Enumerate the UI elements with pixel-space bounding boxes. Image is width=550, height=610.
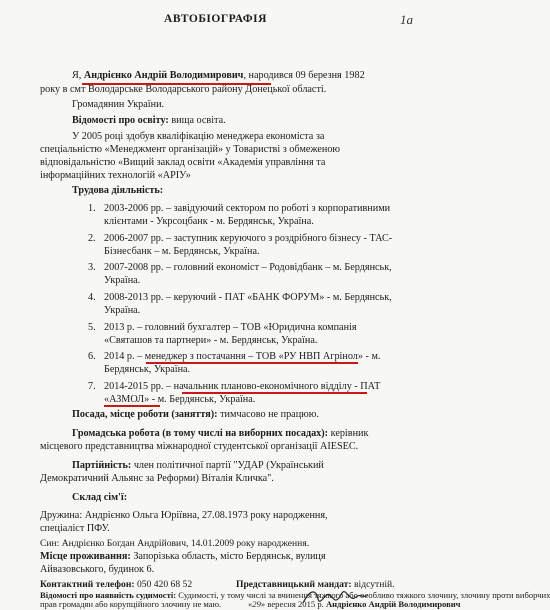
family-heading: Склад сім'ї: [72, 492, 128, 503]
family-line: Дружина: Андрієнко Ольга Юріївна, 27.08.1973 року народження, [40, 510, 328, 521]
residence [40, 551, 326, 563]
public-work-label: Громадська робота (в тому числі на виборних посадах): [72, 428, 329, 439]
date-rest: » вересня 2015 р. [260, 599, 324, 609]
education-value: вища освіта. [168, 115, 226, 126]
education-label: Відомості про освіту: [72, 115, 169, 126]
corner-handwritten-mark: 1а [400, 12, 413, 27]
date-open-quote: « [248, 599, 253, 609]
red-underline-job-7b [104, 405, 160, 407]
mandate-label: Представницький мандат: [236, 579, 352, 590]
handwritten-signature [300, 585, 370, 609]
document-title: АВТОБІОГРАФІЯ [164, 13, 267, 25]
work-item-number: 2. [88, 233, 96, 244]
intro-prefix: Я, [72, 70, 84, 81]
work-item-line: 2008-2013 рр. – керуючий - ПАТ «БАНК ФОРУМ» - м. Бердянськ, [104, 292, 392, 303]
intro-line-3: Громадянин України. [72, 99, 165, 110]
work-item-number: 4. [88, 292, 96, 303]
birth-info: , народився 09 березня 1982 [243, 70, 365, 81]
work-item-line: Україна. [104, 275, 141, 286]
family-line: спеціаліст ПФУ. [40, 523, 110, 534]
work-item-line: клієнтами - Укрсоцбанк - м. Бердянськ, Україна. [104, 216, 314, 227]
residence-value: Запорізька область, місто Бердянськ, вулиця [130, 551, 326, 562]
work-item-line: Бердянськ, Україна. [104, 364, 191, 375]
current-job-label: Посада, місце роботи (заняття): [72, 409, 218, 420]
residence-line: Айвазовського, будинок 6. [40, 564, 155, 575]
criminal-line: прав громадян або корупційного злочину не маю. [40, 599, 222, 609]
residence-label: Місце проживання: [40, 551, 131, 562]
work-item-number: 7. [88, 381, 96, 392]
criminal-label: Відомості про наявність судимості: [40, 590, 177, 600]
education-line: спеціальністю «Менеджмент організацій» у Товаристві з обмеженою [40, 144, 341, 155]
phone-label: Контактний телефон: [40, 579, 135, 590]
party [72, 460, 324, 472]
public-work-value: керівник [328, 428, 369, 439]
work-item-line: Україна. [104, 305, 141, 316]
intro-line-1 [72, 70, 365, 82]
intro-line-2: року в смт Володарське Володарського району Донецької області. [40, 84, 327, 95]
date-day: 29 [252, 599, 261, 609]
education-line: У 2005 році здобув кваліфікацію менеджера економіста за [72, 131, 325, 142]
party-label: Партійність: [72, 460, 132, 471]
work-item-number: 3. [88, 262, 96, 273]
work-item-line: 2013 р. – головний бухгалтер – ТОВ «Юридична компанія [104, 322, 357, 333]
work-item-line: 2007-2008 рр. – головний економіст – Родовідбанк – м. Бердянськ, [104, 262, 392, 273]
criminal-line: вчинення тяжкого або особливо тяжкого злочину, злочину проти виборчих [277, 590, 550, 600]
party-value: член політичної партії "УДАР (Український [131, 460, 324, 471]
current-job-value: тимчасово не працюю. [217, 409, 319, 420]
work-item-line: 2014-2015 рр. – начальник планово-економічного відділу - ПАТ [104, 381, 381, 392]
work-item-number: 6. [88, 351, 96, 362]
family-line: Син: Андрієнко Богдан Андрійович, 14.01.2009 року народження. [40, 538, 310, 549]
public-work [72, 428, 368, 440]
party-line: Демократичний Альянс за Реформи) Віталія Кличка". [40, 473, 274, 484]
mandate-value: відсутній. [351, 579, 395, 590]
work-item-number: 1. [88, 203, 96, 214]
education-heading [72, 115, 226, 127]
criminal-value: Судимості, у тому числі за [176, 590, 276, 600]
person-name: Андрієнко Андрій Володимирович [83, 70, 244, 81]
work-item-line: «АЗМОЛ» - м. Бердянськ, Україна. [104, 394, 256, 405]
education-line: інформаційних технологій «АРІУ» [40, 170, 191, 181]
education-line: відповідальністю «Вищий заклад освіти «Академія управління та [40, 157, 326, 168]
work-item-line: «Святашов та партнери» - м. Бердянськ, Україна. [104, 335, 318, 346]
criminal-line-2 [40, 600, 221, 609]
signer-name: Андрієнко Андрій Володимирович [325, 599, 461, 609]
work-item-line: 2006-2007 рр. – заступник керуючого з роздрібного бізнесу - ТАС- [104, 233, 393, 244]
work-item-line: 2014 р. – менеджер з постачання – ТОВ «РУ НВП Агрінол» - м. [104, 351, 381, 362]
current-job [72, 409, 319, 421]
work-item-line: 2003-2006 рр. – завідуючий сектором по роботі з корпоративними [104, 203, 391, 214]
work-item-line: Бізнесбанк – м. Бердянськ, Україна. [104, 246, 260, 257]
public-work-line: місцевого представництва міжнародної студентської організації AIESEC. [40, 441, 359, 452]
phone-value: 050 420 68 52 [134, 579, 193, 590]
work-item-number: 5. [88, 322, 96, 333]
work-heading: Трудова діяльність: [72, 185, 164, 196]
